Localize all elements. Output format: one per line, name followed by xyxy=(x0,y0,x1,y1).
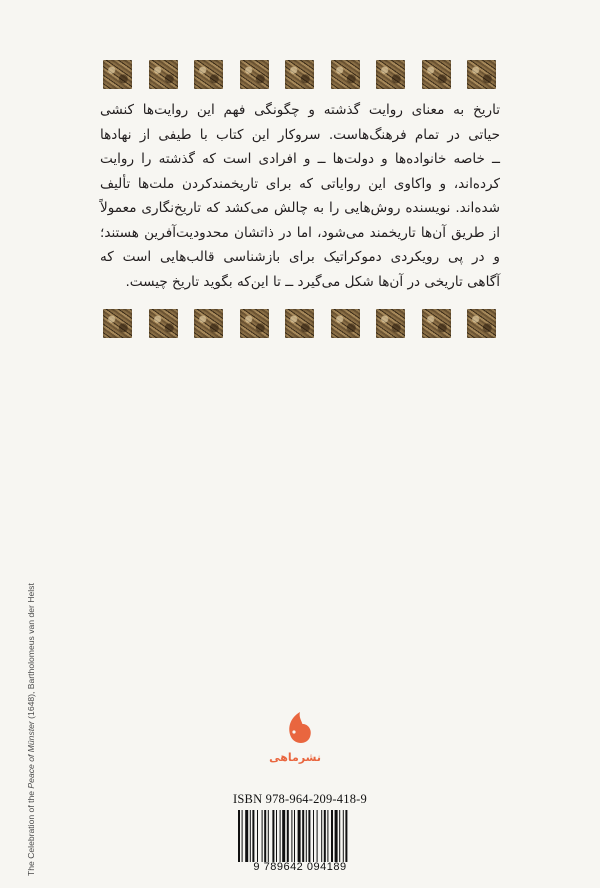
ornament-tile xyxy=(149,60,178,89)
ornament-tile xyxy=(103,60,132,89)
ornament-tile xyxy=(376,309,405,338)
blurb-line: و در پی رویکردی دموکراتیک برای بازشناسی قالب‌هایی است که xyxy=(100,249,500,265)
ornament-tile xyxy=(240,309,269,338)
blurb-line: ــ خاصه خانواده‌ها و دولت‌ها ــ و افرادی است که گذشته را روایت xyxy=(100,151,500,167)
ornament-tile xyxy=(331,309,360,338)
isbn-number: ISBN 978-964-209-418-9 xyxy=(233,792,367,806)
blurb-line: تاریخ به معنای روایت گذشته و چگونگی فهم این روایت‌ها کنشی xyxy=(100,102,500,118)
ornament-tile xyxy=(331,60,360,89)
fish-logo-icon xyxy=(283,710,317,750)
ornament-tile xyxy=(194,309,223,338)
blurb-line: حیاتی در تمام فرهنگ‌هاست. سروکار این کتاب با طیفی از نهادها xyxy=(100,126,500,143)
book-blurb xyxy=(100,98,500,294)
isbn-barcode xyxy=(231,790,369,888)
ornament-tile xyxy=(422,309,451,338)
ornament-tile xyxy=(467,309,496,338)
ornament-tile xyxy=(103,309,132,338)
ornament-row-top xyxy=(103,60,496,89)
blurb-line: کرده‌اند، و واکاوی این روایاتی که برای تاریخمندکردن ملت‌ها تألیف xyxy=(100,175,500,192)
credit-painting-title: Peace of Münster xyxy=(26,721,36,789)
ornament-tile xyxy=(240,60,269,89)
painting-credit xyxy=(26,583,36,876)
credit-suffix: (1648), Bartholomeus van der Helst xyxy=(26,583,36,722)
ornament-tile xyxy=(149,309,178,338)
ornament-tile xyxy=(285,309,314,338)
ornament-tile xyxy=(422,60,451,89)
barcode-bars xyxy=(234,810,366,862)
ornament-row-bottom xyxy=(103,309,496,338)
publisher-logo xyxy=(269,710,321,768)
ornament-tile xyxy=(376,60,405,89)
ornament-tile xyxy=(467,60,496,89)
blurb-line: آگاهی تاریخی در آن‌ها شکل می‌گیرد ــ تا این‌که بگوید تاریخ چیست. xyxy=(125,273,500,290)
publisher-name: نشرماهی xyxy=(269,751,321,764)
ornament-tile xyxy=(194,60,223,89)
barcode-digits: 9 789642 094189 xyxy=(253,861,347,873)
credit-prefix: The Celebration of the xyxy=(26,788,36,876)
ornament-tile xyxy=(285,60,314,89)
blurb-line: از طریق آن‌ها تاریخمند می‌شود، اما در ذاتشان محدودیت‌آفرین هستند؛ xyxy=(100,224,500,241)
blurb-line: شده‌اند. نویسنده روش‌هایی را به چالش می‌کشد که تاریخ‌نگاری معمولاً xyxy=(100,200,500,216)
